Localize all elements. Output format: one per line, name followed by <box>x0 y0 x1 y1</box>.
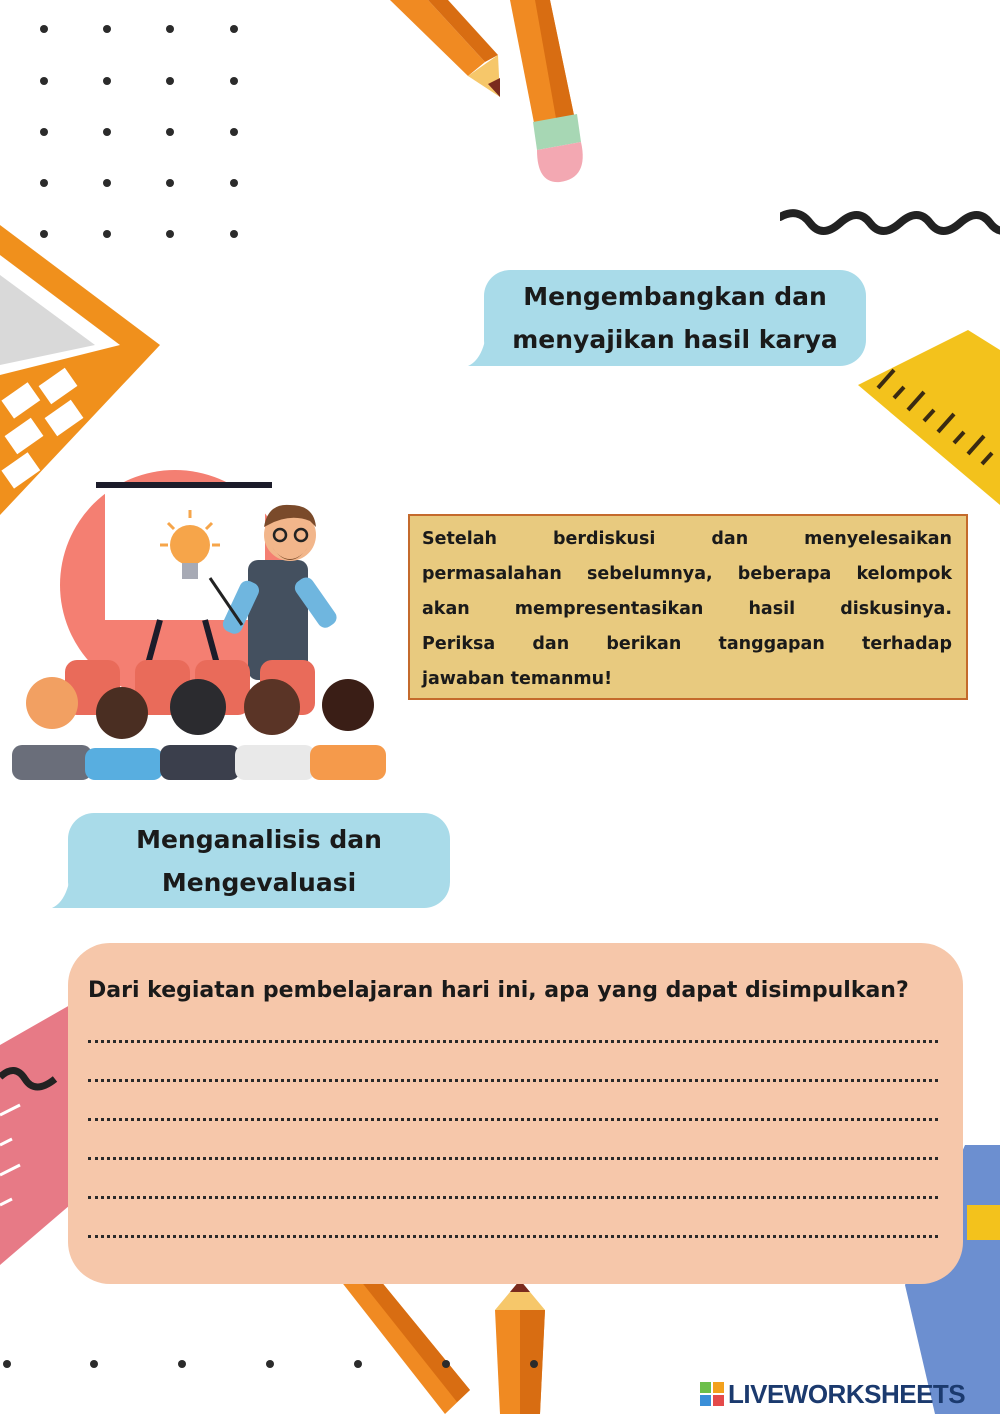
answer-line[interactable] <box>88 1040 938 1043</box>
answer-line[interactable] <box>88 1196 938 1199</box>
instruction-line: jawaban temanmu! <box>422 669 613 689</box>
section-heading-line: Mengembangkan dan <box>523 282 827 311</box>
pencil-icon <box>340 1280 470 1414</box>
squiggle-decoration <box>780 205 1000 245</box>
liveworksheets-watermark <box>700 1380 995 1408</box>
ruler-icon <box>0 1005 75 1265</box>
dot-row-decoration <box>0 1360 560 1372</box>
instruction-line: akan mempresentasikan hasil diskusinya. <box>422 599 952 619</box>
answer-line[interactable] <box>88 1118 938 1121</box>
answer-line[interactable] <box>88 1157 938 1160</box>
instruction-line: Setelah berdiskusi dan menyelesaikan <box>422 529 952 549</box>
answer-line[interactable] <box>88 1235 938 1238</box>
instruction-box <box>408 514 968 700</box>
ruler-icon <box>858 330 1000 510</box>
dot-grid-decoration <box>30 18 250 248</box>
pencil-icon <box>505 0 590 185</box>
pencil-icon <box>390 0 510 100</box>
watermark-text: LIVEWORKSHEETS <box>728 1378 966 1409</box>
conclusion-question: Dari kegiatan pembelajaran hari ini, apa yang dapat disimpulkan? <box>88 978 909 1003</box>
answer-line[interactable] <box>88 1079 938 1082</box>
section-heading-bubble <box>484 270 866 366</box>
presentation-illustration <box>10 455 390 780</box>
instruction-line: permasalahan sebelumnya, beberapa kelompok <box>422 564 952 584</box>
liveworksheets-logo-icon <box>700 1382 724 1406</box>
instruction-line: Periksa dan berikan tanggapan terhadap <box>422 634 952 654</box>
section-heading-line: menyajikan hasil karya <box>512 325 838 354</box>
pencil-icon <box>485 1280 555 1414</box>
section-heading-line: Mengevaluasi <box>161 867 357 897</box>
section-heading-bubble <box>68 813 450 908</box>
section-heading-line: Menganalisis dan <box>136 824 382 854</box>
